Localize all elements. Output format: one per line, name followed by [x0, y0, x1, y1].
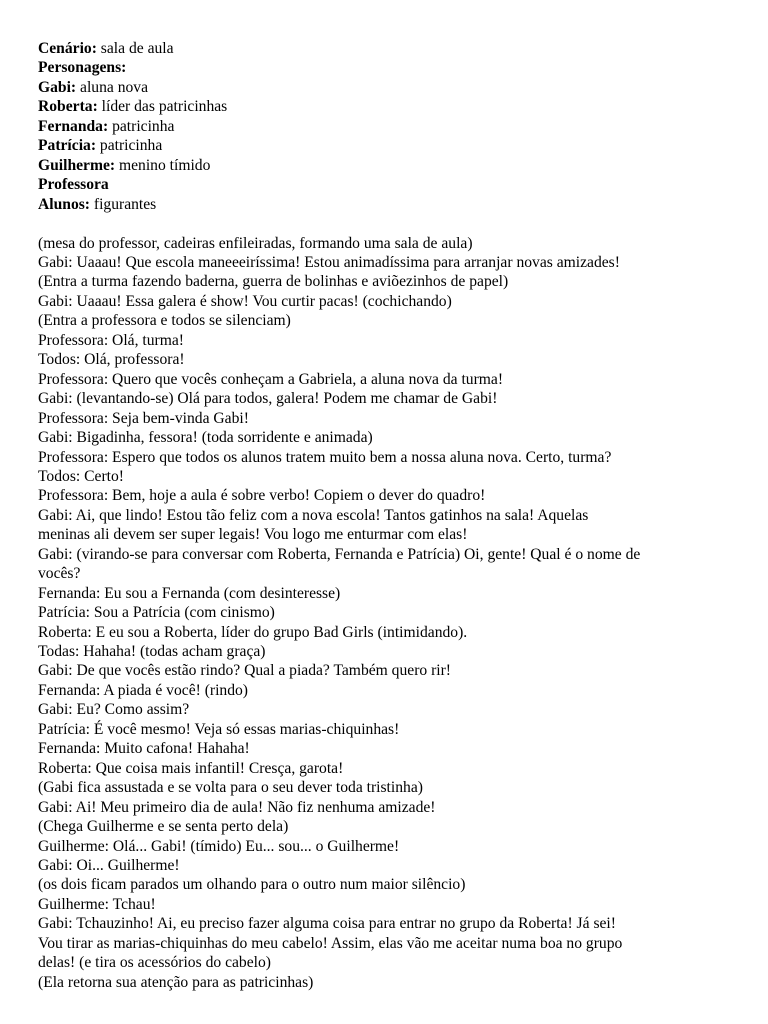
script-line: Roberta: Que coisa mais infantil! Cresça, garota!: [38, 759, 344, 777]
script-line: (mesa do professor, cadeiras enfileiradas, formando uma sala de aula): [38, 234, 473, 252]
script-line: Gabi: Uaaau! Essa galera é show! Vou curtir pacas! (cochichando): [38, 292, 452, 310]
character-line: [38, 136, 763, 155]
script-line: Fernanda: A piada é você! (rindo): [38, 681, 249, 699]
script-line: Professora: Bem, hoje a aula é sobre verbo! Copiem o dever do quadro!: [38, 487, 486, 505]
document-page: [38, 39, 763, 992]
script-body: [38, 234, 763, 993]
script-line: Guilherme: Olá... Gabi! (tímido) Eu... sou... o Guilherme!: [38, 837, 400, 855]
characters-heading: Personagens:: [38, 59, 127, 77]
script-line: (Gabi fica assustada e se volta para o seu dever toda tristinha): [38, 779, 423, 797]
character-desc: líder das patricinhas: [97, 98, 228, 116]
script-line: Gabi: (virando-se para conversar com Roberta, Fernanda e Patrícia) Oi, gente! Qual é o nome de: [38, 545, 641, 563]
character-line: [38, 156, 763, 175]
script-line: (Chega Guilherme e se senta perto dela): [38, 818, 289, 836]
script-line: Roberta: E eu sou a Roberta, líder do grupo Bad Girls (intimidando).: [38, 623, 468, 641]
script-line: Todos: Olá, professora!: [38, 351, 185, 369]
character-name: Alunos:: [38, 195, 90, 213]
script-line: meninas ali devem ser super legais! Vou logo me enturmar com elas!: [38, 526, 468, 544]
script-line: Guilherme: Tchau!: [38, 895, 156, 913]
character-desc: figurantes: [90, 195, 157, 213]
script-line: (Entra a turma fazendo baderna, guerra de bolinhas e aviõezinhos de papel): [38, 273, 509, 291]
script-line: Gabi: De que vocês estão rindo? Qual a piada? Também quero rir!: [38, 662, 451, 680]
character-desc: menino tímido: [115, 156, 211, 174]
character-line: [38, 78, 763, 97]
script-line: Patrícia: É você mesmo! Veja só essas marias-chiquinhas!: [38, 720, 400, 738]
script-line: (Ela retorna sua atenção para as patricinhas): [38, 973, 314, 991]
script-line: Gabi: Tchauzinho! Ai, eu preciso fazer alguma coisa para entrar no grupo da Roberta! Já sei!: [38, 915, 616, 933]
script-line: Professora: Olá, turma!: [38, 331, 184, 349]
script-line: vocês?: [38, 565, 81, 583]
character-line: [38, 117, 763, 136]
scene-line: [38, 39, 763, 58]
character-desc: patricinha: [108, 117, 175, 135]
script-line: Gabi: Bigadinha, fessora! (toda sorridente e animada): [38, 429, 373, 447]
scene-value: sala de aula: [96, 40, 174, 57]
character-name: Roberta:: [38, 98, 98, 116]
script-line: Professora: Espero que todos os alunos tratem muito bem a nossa aluna nova. Certo, turma?: [38, 448, 612, 466]
script-line: Fernanda: Eu sou a Fernanda (com desinteresse): [38, 584, 341, 602]
character-name: Professora: [38, 176, 109, 194]
script-line: Gabi: Ai! Meu primeiro dia de aula! Não fiz nenhuma amizade!: [38, 798, 436, 816]
character-line: [38, 195, 763, 214]
script-line: Professora: Quero que vocês conheçam a Gabriela, a aluna nova da turma!: [38, 370, 504, 388]
script-line: (os dois ficam parados um olhando para o outro num maior silêncio): [38, 876, 466, 894]
character-name: Fernanda:: [38, 117, 109, 135]
script-line: Todas: Hahaha! (todas acham graça): [38, 643, 266, 661]
script-line: Patrícia: Sou a Patrícia (com cinismo): [38, 604, 275, 622]
script-line: Gabi: (levantando-se) Olá para todos, galera! Podem me chamar de Gabi!: [38, 390, 498, 408]
script-line: Vou tirar as marias-chiquinhas do meu cabelo! Assim, elas vão me aceitar numa boa no grupo: [38, 934, 623, 952]
script-line: (Entra a professora e todos se silenciam): [38, 312, 291, 330]
paragraph-gap: [38, 214, 763, 233]
character-name: Gabi:: [38, 78, 77, 96]
script-line: Gabi: Uaaau! Que escola maneeeiríssima! Estou animadíssima para arranjar novas amizades!: [38, 253, 620, 271]
scene-label: Cenário:: [38, 40, 97, 57]
character-desc: patricinha: [96, 137, 163, 155]
script-line: Gabi: Oi... Guilherme!: [38, 857, 180, 875]
script-line: Gabi: Eu? Como assim?: [38, 701, 190, 719]
script-line: delas! (e tira os acessórios do cabelo): [38, 954, 271, 972]
script-line: Todos: Certo!: [38, 467, 124, 485]
character-desc: aluna nova: [76, 78, 149, 96]
script-line: Fernanda: Muito cafona! Hahaha!: [38, 740, 250, 758]
script-line: Professora: Seja bem-vinda Gabi!: [38, 409, 249, 427]
script-line: Gabi: Ai, que lindo! Estou tão feliz com a nova escola! Tantos gatinhos na sala! Aquelas: [38, 506, 589, 524]
character-name: Patrícia:: [38, 137, 97, 155]
character-name: Guilherme:: [38, 156, 116, 174]
character-line: [38, 97, 763, 116]
character-line: [38, 175, 763, 194]
